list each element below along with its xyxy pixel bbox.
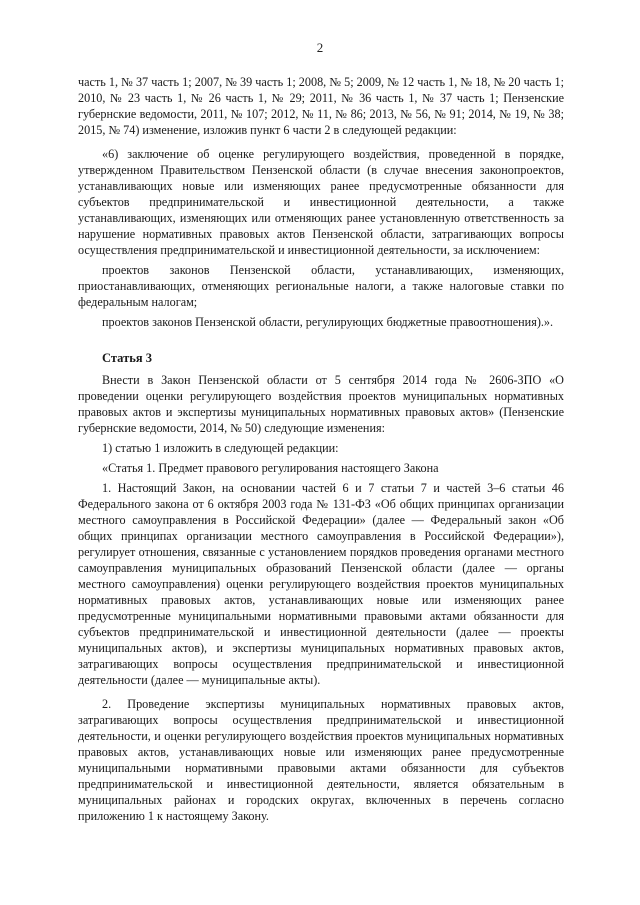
page-number: 2 [316,40,324,55]
paragraph-amendment-sources: часть 1, № 37 часть 1; 2007, № 39 часть 1; 2008, № 5; 2009, № 12 часть 1, № 18, № 20 часть 1; 2010, № 23 часть 1, № 26 часть 1, № 29; 2011, № 36 часть 1, № 37 часть 1; Пензенские губернские ведомости, 2011, № 107; 2012, № 11, № 86; 2013, № 56, № 91; 2014, № 19, № 38; 2015, № 74) изменение, изложив пункт 6 части 2 в следующей редакции: [78,75,564,137]
document-body [78,74,564,832]
paragraph-clause-1: 1. Настоящий Закон, на основании частей 6 и 7 статьи 7 и частей 3–6 статьи 46 Федерального закона от 6 октября 2003 года № 131-ФЗ «Об общих принципах организации местного самоуправления в Российской Федерации» (далее — Федеральный закон «Об общих принципах организации местного самоуправления в Российской Федерации»), регулирует отношения, связанные с установлением порядков проведения органами местного самоуправления муниципальных образований Пензенской области (далее — органы местного самоуправления) оценки регулирующего воздействия проектов муниципальных нормативных правовых актов, устанавливающих новые или изменяющих ранее предусмотренные муниципальными нормативными правовыми актами обязанности для субъектов предпринимательской и инвестиционной деятельности (далее — проекты муниципальных актов), и экспертизы муниципальных нормативных правовых актов, затрагивающих вопросы осуществления предпринимательской и инвестиционной деятельности (далее — муниципальные акты). [78,481,564,687]
paragraph-item-6: «6) заключение об оценке регулирующего воздействия, проведенной в порядке, утвержденном Правительством Пензенской области (в случае внесения законопроектов, устанавливающих новые или изменяющих ранее предусмотренные обязанности для субъектов предпринимательской и инвестиционной деятельности, а также устанавливающих, изменяющих или отменяющих ранее установленную ответственность за нарушение нормативных правовых актов Пензенской области, затрагивающих вопросы осуществления предпринимательской и инвестиционной деятельности, за исключением: [78,147,564,257]
paragraph-exception-budget: проектов законов Пензенской области, регулирующих бюджетные правоотношения).». [102,315,554,329]
article-heading: Статья 3 [102,351,152,365]
paragraph-article-1-title: «Статья 1. Предмет правового регулирования настоящего Закона [102,461,439,475]
paragraph-exception-taxes: проектов законов Пензенской области, устанавливающих, изменяющих, приостанавливающих, отменяющих региональные налоги, а также налоговые ставки по федеральным налогам; [78,263,564,309]
paragraph-list-item-1: 1) статью 1 изложить в следующей редакции: [102,441,339,455]
paragraph-article-intro: Внести в Закон Пензенской области от 5 сентября 2014 года № 2606-ЗПО «О проведении оценки регулирующего воздействия проектов муниципальных нормативных правовых актов и экспертизы муниципальных нормативных правовых актов» (Пензенские губернские ведомости, 2014, № 50) следующие изменения: [78,373,564,435]
paragraph-clause-2: 2. Проведение экспертизы муниципальных нормативных правовых актов, затрагивающих вопросы осуществления предпринимательской и инвестиционной деятельности, и оценки регулирующего воздействия проектов муниципальных нормативных правовых актов, устанавливающих новые или изменяющих ранее предусмотренные муниципальными нормативными правовыми актами обязанности для субъектов предпринимательской и инвестиционной деятельности, является обязательным в муниципальных районах и городских округах, включенных в перечень согласно приложению 1 к настоящему Закону. [78,697,564,823]
